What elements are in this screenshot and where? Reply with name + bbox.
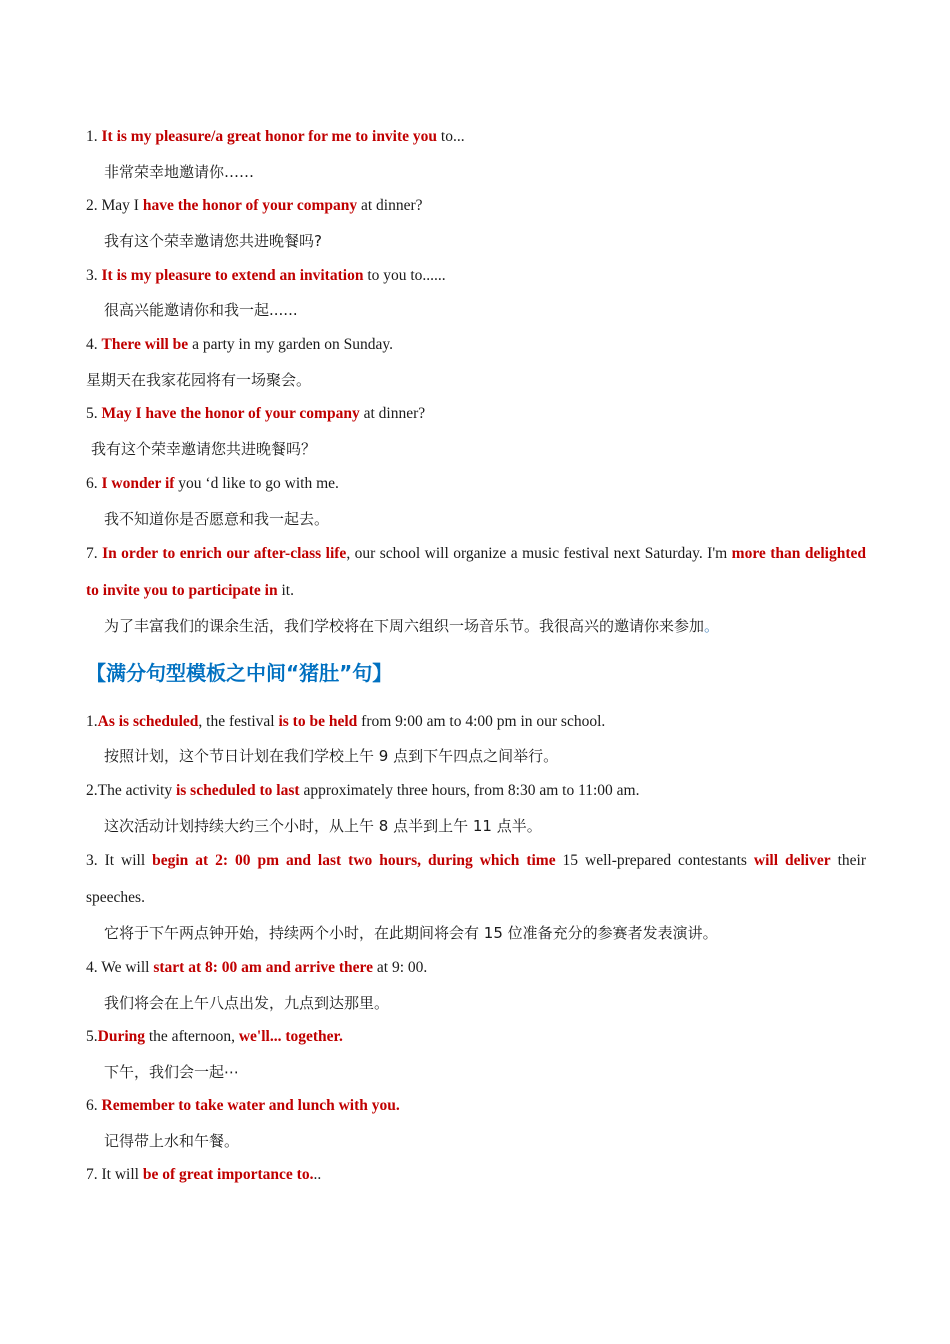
key-phrase: be of great importance to. [142,1166,314,1183]
key-phrase: As is scheduled [97,713,199,730]
key-phrase: have the honor of your company [142,197,358,214]
sentence-1-6: 6. I wonder if you ‘d like to go with me. [86,475,339,492]
translation-2-5: 下午，我们会一起⋯ [104,1063,240,1081]
key-phrase: is to be held [278,713,358,730]
translation-2-2: 这次活动计划持续大约三个小时，从上午 8 点半到上午 11 点半。 [104,817,542,835]
sentence-1-3: 3. It is my pleasure to extend an invitation to you to...... [86,267,446,284]
key-phrase: It is my pleasure to extend an invitation [101,267,364,284]
key-phrase: will deliver [753,852,831,869]
key-phrase: There will be [101,336,189,353]
sentence-2-4: 4. We will start at 8: 00 am and arrive there at 9: 00. [86,959,428,976]
translation-2-3: 它将于下午两点钟开始，持续两个小时，在此期间将会有 15 位准备充分的参赛者发表演讲。 [104,924,718,942]
sentence-2-3: 3. It will begin at 2: 00 pm and last two hours, during which time 15 well-prepared contestants will deliver their speeches. [86,852,866,906]
key-phrase: start at 8: 00 am and arrive there [153,959,374,976]
translation-2-6: 记得带上水和午餐。 [104,1132,240,1150]
translation-1-3: 很高兴能邀请你和我一起...... [104,301,298,319]
translation-2-1: 按照计划，这个节日计划在我们学校上午 9 点到下午四点之间举行。 [104,747,559,765]
key-phrase: we'll... together. [238,1028,343,1045]
key-phrase: begin at 2: 00 pm and last two hours, during which time [152,852,556,869]
key-phrase: I wonder if [101,475,175,492]
translation-1-6: 我不知道你是否愿意和我一起去。 [104,510,330,528]
key-phrase: During [97,1028,145,1045]
key-phrase: In order to enrich our after-class life [102,545,347,562]
translation-1-1: 非常荣幸地邀请你…… [104,163,255,181]
section-heading: 【满分句型模板之中间“猪肚”句】 [86,661,393,685]
translation-1-5: 我有这个荣幸邀请您共进晚餐吗？ [91,440,317,458]
sentence-2-5: 5.During the afternoon, we'll... together. [86,1028,343,1045]
sentence-1-5: 5. May I have the honor of your company at dinner? [86,405,426,422]
sentence-2-6: 6. Remember to take water and lunch with you. [86,1097,400,1114]
sentence-1-2: 2. May I have the honor of your company at dinner? [86,197,423,214]
sentence-1-7: 7. In order to enrich our after-class life, our school will organize a music festival next Saturday. I'm more than delighted to invite you to participate in it. [86,545,866,599]
sentence-1-1: 1. It is my pleasure/a great honor for me to invite you to... [86,128,465,145]
sentence-2-7: 7. It will be of great importance to... [86,1166,322,1183]
sentence-2-1: 1.As is scheduled, the festival is to be held from 9:00 am to 4:00 pm in our school. [86,713,606,730]
translation-1-4: 星期天在我家花园将有一场聚会。 [86,371,312,389]
key-phrase: May I have the honor of your company [101,405,360,422]
key-phrase: It is my pleasure/a great honor for me to invite you [101,128,438,145]
key-phrase: Remember to take water and lunch with you. [101,1097,400,1114]
key-phrase: more than delighted to invite you to participate in [86,545,866,599]
sentence-1-4: 4. There will be a party in my garden on Sunday. [86,336,393,353]
translation-2-4: 我们将会在上午八点出发，九点到达那里。 [104,994,390,1012]
sentence-2-2: 2.The activity is scheduled to last approximately three hours, from 8:30 am to 11:00 am. [86,782,640,799]
translation-1-7: 为了丰富我们的课余生活，我们学校将在下周六组织一场音乐节。我很高兴的邀请你来参加。 [104,617,720,635]
translation-1-2: 我有这个荣幸邀请您共进晚餐吗? [104,232,322,250]
key-phrase: is scheduled to last [175,782,300,799]
